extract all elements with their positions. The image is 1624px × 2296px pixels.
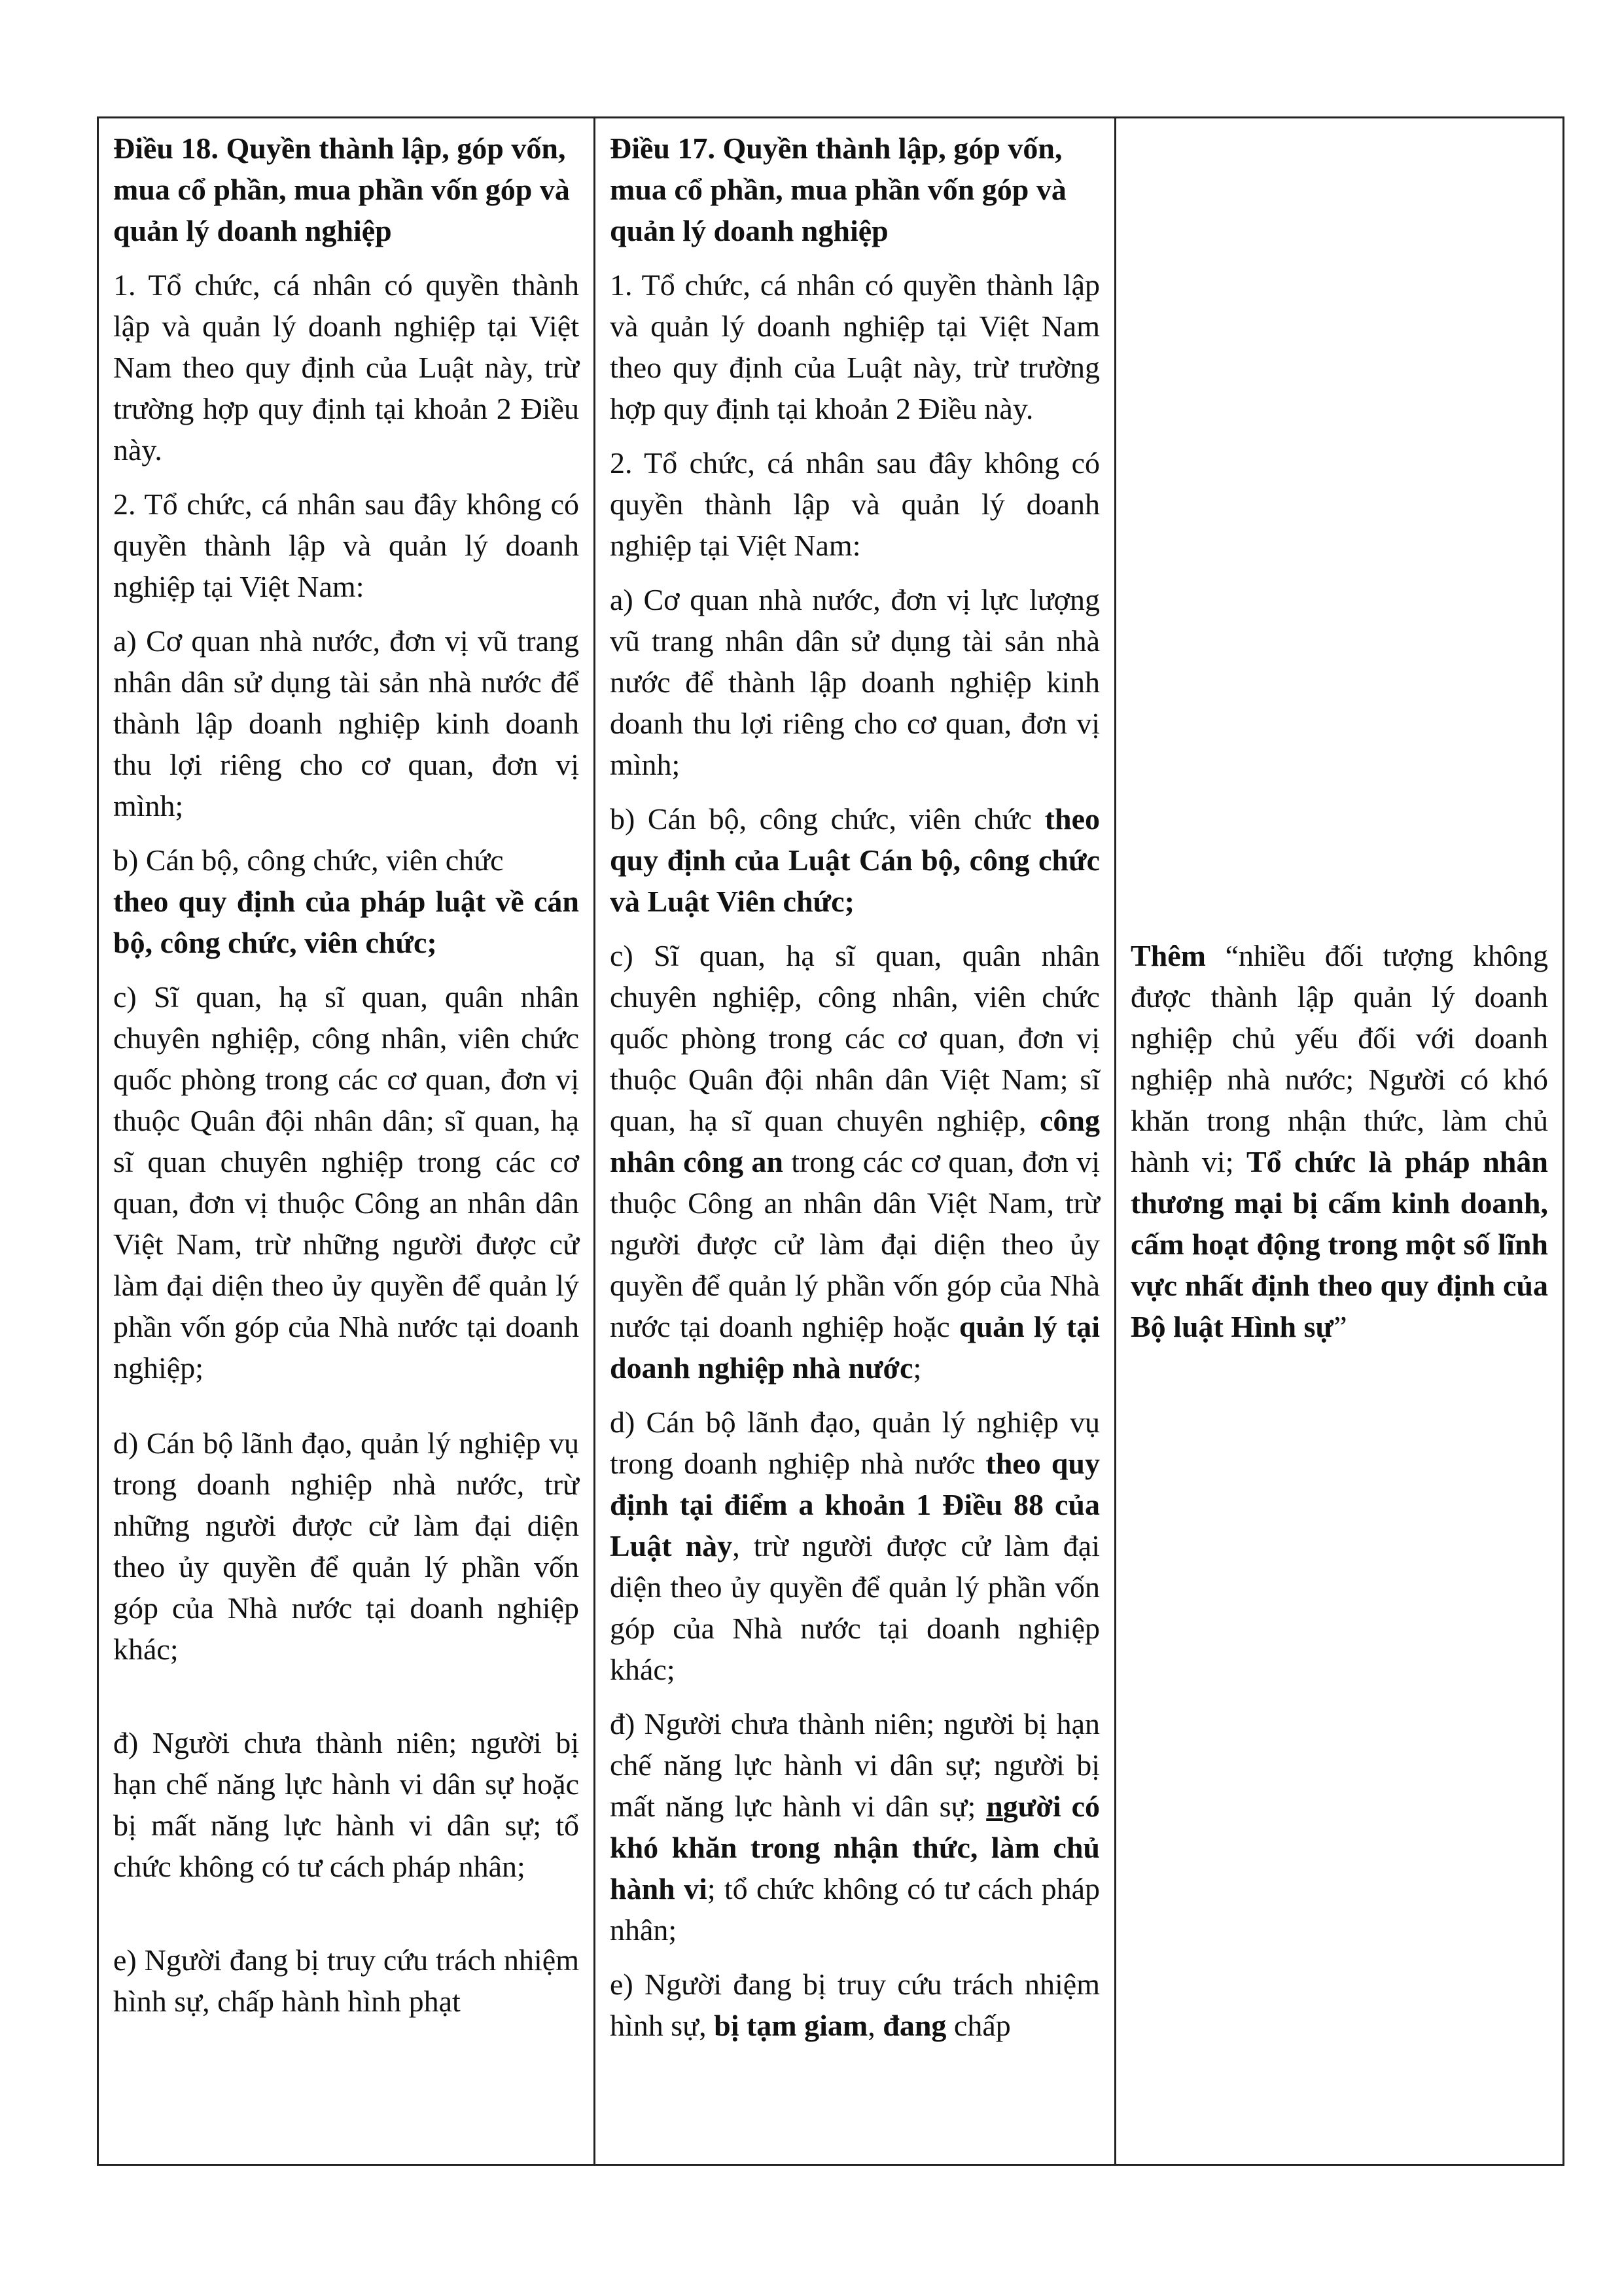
old-clause-1: 1. Tổ chức, cá nhân có quyền thành lập và quản lý doanh nghiệp tại Việt Nam theo quy định của Luật này, trừ trường hợp quy định tại khoản 2 Điều này. xyxy=(113,268,579,467)
new-point-dd-underline: n xyxy=(986,1790,1003,1823)
new-law-cell xyxy=(595,118,1116,2165)
new-point-d-end: , trừ người được cử làm đại diện theo ủy quyền để quản lý phần vốn góp của Nhà nước tại doanh nghiệp khác; xyxy=(610,1529,1101,1686)
spacer xyxy=(113,1402,579,1422)
new-point-a: a) Cơ quan nhà nước, đơn vị lực lượng vũ trang nhân dân sử dụng tài sản nhà nước để thành lập doanh nghiệp kinh doanh thu lợi riêng cho cơ quan, đơn vị mình; xyxy=(610,583,1100,781)
old-point-b xyxy=(113,839,579,963)
new-point-dd xyxy=(610,1703,1100,1951)
new-point-dd-bold-text: gười có khó khăn trong nhận thức, làm chủ hành vi xyxy=(610,1790,1100,1905)
change-note-bold: Tổ chức là pháp nhân thương mại bị cấm kinh doanh, cấm hoạt động trong một số lĩnh vực nhất định theo quy định của Bộ luật Hình sự xyxy=(1131,1145,1549,1343)
old-point-a: a) Cơ quan nhà nước, đơn vị vũ trang nhân dân sử dụng tài sản nhà nước để thành lập doanh nghiệp kinh doanh thu lợi riêng cho cơ quan, đơn vị mình; xyxy=(113,624,579,822)
new-point-b xyxy=(610,798,1100,922)
new-article-title: Điều 17. Quyền thành lập, góp vốn, mua cổ phần, mua phần vốn góp và quản lý doanh nghiệp xyxy=(610,132,1067,247)
new-point-e-bold-1: bị tạm giam xyxy=(714,2009,868,2042)
old-point-d: d) Cán bộ lãnh đạo, quản lý nghiệp vụ trong doanh nghiệp nhà nước, trừ những người được cử làm đại diện theo ủy quyền để quản lý phần vốn góp của Nhà nước tại doanh nghiệp khác; xyxy=(113,1426,579,1666)
change-note-end: ” xyxy=(1333,1310,1347,1343)
old-point-b-bold: theo quy định của pháp luật về cán bộ, công chức, viên chức; xyxy=(113,885,579,959)
new-point-d-bold: theo quy định tại điểm a khoản 1 Điều 88 của Luật này xyxy=(610,1447,1100,1563)
spacer xyxy=(113,1683,579,1722)
old-point-c: c) Sĩ quan, hạ sĩ quan, quân nhân chuyên nghiệp, công nhân, viên chức quốc phòng trong các cơ quan, đơn vị thuộc Quân đội nhân dân; sĩ quan, hạ sĩ quan chuyên nghiệp trong các cơ quan, đơn vị thuộc Công an nhân dân Việt Nam, trừ những người được cử làm đại diện theo ủy quyền để quản lý phần vốn góp của Nhà nước tại doanh nghiệp; xyxy=(113,980,579,1385)
new-clause-2: 2. Tổ chức, cá nhân sau đây không có quyền thành lập và quản lý doanh nghiệp tại Việt Nam: xyxy=(610,446,1100,562)
old-clause-2: 2. Tổ chức, cá nhân sau đây không có quyền thành lập và quản lý doanh nghiệp tại Việt Nam: xyxy=(113,487,579,603)
new-point-c-bold-2: quản lý tại doanh nghiệp nhà nước xyxy=(610,1310,1100,1385)
new-point-b-text: b) Cán bộ, công chức, viên chức xyxy=(610,802,1045,836)
new-clause-1: 1. Tổ chức, cá nhân có quyền thành lập và quản lý doanh nghiệp tại Việt Nam theo quy định của Luật này, trừ trường hợp quy định tại khoản 2 Điều này. xyxy=(610,268,1100,425)
old-law-cell xyxy=(98,118,595,2165)
new-point-dd-end: ; tổ chức không có tư cách pháp nhân; xyxy=(610,1872,1101,1947)
old-point-b-text: b) Cán bộ, công chức, viên chức xyxy=(113,843,504,877)
old-point-dd: đ) Người chưa thành niên; người bị hạn chế năng lực hành vi dân sự hoặc bị mất năng lực hành vi dân sự; tổ chức không có tư cách pháp nhân; xyxy=(113,1726,579,1883)
change-note xyxy=(1131,935,1548,1347)
old-article-title: Điều 18. Quyền thành lập, góp vốn, mua cổ phần, mua phần vốn góp và quản lý doanh nghiệp xyxy=(113,132,570,247)
new-point-d-text: d) Cán bộ lãnh đạo, quản lý nghiệp vụ trong doanh nghiệp nhà nước xyxy=(610,1405,1100,1480)
new-point-c-text-mid: trong các cơ quan, đơn vị thuộc Công an nhân dân Việt Nam, trừ người được cử làm đại diện theo ủy quyền để quản lý phần vốn góp của Nhà nước tại doanh nghiệp hoặc xyxy=(610,1145,1100,1343)
change-note-prefix: Thêm xyxy=(1131,939,1206,972)
note-cell xyxy=(1116,118,1564,2165)
new-point-e-bold-2: đang xyxy=(883,2009,947,2042)
table-row xyxy=(98,118,1564,2165)
comparison-table xyxy=(97,116,1564,2166)
old-point-e: e) Người đang bị truy cứu trách nhiệm hình sự, chấp hành hình phạt xyxy=(113,1943,579,2018)
new-point-e-comma: , xyxy=(868,2009,883,2042)
new-point-b-bold: theo quy định của Luật Cán bộ, công chức và Luật Viên chức; xyxy=(610,802,1100,918)
change-note-text: “nhiều đối tượng không được thành lập quản lý doanh nghiệp chủ yếu đối với doanh nghiệp nhà nước; Người có khó khăn trong nhận thức, làm chủ hành vi; xyxy=(1131,939,1548,1178)
new-point-c-end: ; xyxy=(913,1351,922,1385)
new-point-d xyxy=(610,1402,1100,1690)
new-point-c xyxy=(610,935,1100,1388)
new-point-c-bold-1: công nhân công an xyxy=(610,1104,1100,1178)
new-point-e-end: chấp xyxy=(946,2009,1011,2042)
new-point-c-text: c) Sĩ quan, hạ sĩ quan, quân nhân chuyên nghiệp, công nhân, viên chức quốc phòng trong các cơ quan, đơn vị thuộc Quân đội nhân dân Việt Nam; sĩ quan, hạ sĩ quan chuyên nghiệp, xyxy=(610,939,1100,1137)
new-point-dd-text: đ) Người chưa thành niên; người bị hạn chế năng lực hành vi dân sự; người bị mất năng lực hành vi dân sự; xyxy=(610,1707,1100,1823)
spacer xyxy=(113,1900,579,1939)
new-point-e xyxy=(610,1964,1100,2046)
new-point-e-text: e) Người đang bị truy cứu trách nhiệm hình sự, xyxy=(610,1968,1100,2042)
